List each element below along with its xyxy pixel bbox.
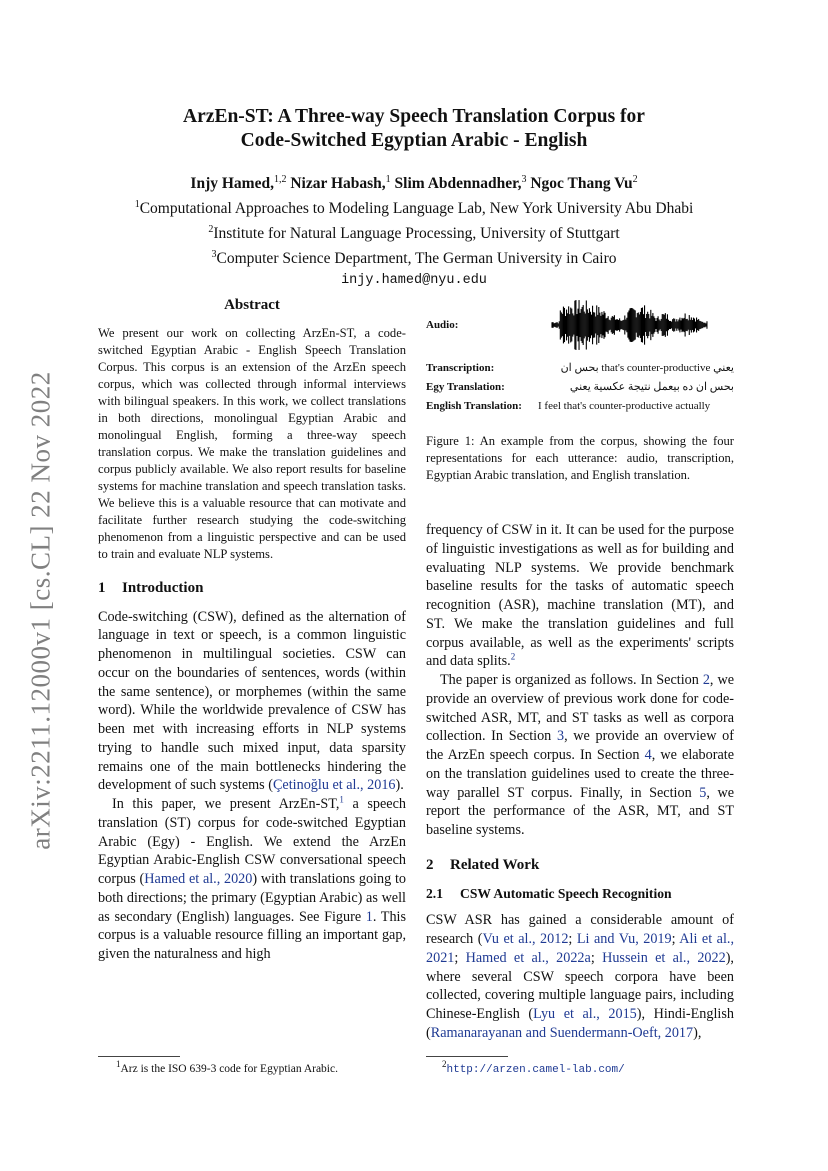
author: Ngoc Thang Vu — [530, 175, 633, 193]
figure-english-row: English Translation: I feel that's counter-productive actually — [426, 396, 734, 415]
author-list: Injy Hamed,$^{1,2}$ Nizar Habash,$^1$ Slim Abdennadher,$^3$ Ngoc Thang Vu$^2$ — [190, 174, 638, 193]
section-heading-related-work: 2 Related Work — [426, 856, 540, 873]
citation-link[interactable]: Li and Vu, 2019 — [576, 931, 672, 947]
audio-waveform — [550, 298, 710, 352]
footnote-rule — [426, 1056, 508, 1057]
intro-paragraph-3: frequency of CSW in it. It can be used for the purpose of linguistic investigations as well as for building and evaluating NLP systems. We provide benchmark baseline results for the tasks of automatic speech recognition (ASR), machine translation (MT), and ST. We make the translation guidelines and full corpus available, as well as the experiments' scripts and data splits.$^2$ — [426, 522, 734, 670]
footnote-2: $^2$http://arzen.camel-lab.com/ — [442, 1059, 625, 1076]
related-paragraph-1: CSW ASR has gained a considerable amount of research (Vu et al., 2012; Li and Vu, 2019; Ali et al., 2021; Hamed et al., 2022a; Hussein et al., 2022), where several CSW speech corpora have been collected, covering multiple language pairs, including Chinese-English (Lyu et al., 2015), Hindi-English (Ramanarayanan and Suendermann-Oeft, 2017), — [426, 912, 734, 1041]
citation-link[interactable]: Hamed et al., 2022a — [465, 949, 591, 966]
right-column — [426, 521, 734, 1043]
citation-link[interactable]: Çetinoğlu et al., 2016 — [272, 777, 396, 794]
affiliation: $^1$Computational Approaches to Modeling Language Lab, New York University Abu Dhabi — [134, 199, 694, 218]
arxiv-stamp-text: arXiv:2211.12000v1 [cs.CL] 22 Nov 2022 — [25, 370, 56, 850]
figure-1 — [426, 296, 734, 484]
abstract-heading: Abstract — [224, 297, 280, 313]
intro-paragraph-2: In this paper, we present ArzEn-ST,$^1$ a speech translation (ST) corpus for code-switched Egyptian Arabic (Egy) - English. We extend the ArzEn Egyptian Arabic-English CSW conversational speech corpus (Hamed et al., 2020) with translations going to both directions; the primary (Egyptian Arabic) as well as secondary (English) languages. See Figure 1. This corpus is a valuable resource filling an important gap, given the naturalness and high — [98, 794, 407, 962]
footnote-ref[interactable]: 1 — [339, 794, 344, 805]
citation-link[interactable]: Vu et al., 2012 — [482, 931, 569, 947]
section-heading-introduction: 1 Introduction — [98, 579, 204, 596]
affiliation: $^2$Institute for Natural Language Processing, University of Stuttgart — [208, 224, 620, 243]
section-ref-link[interactable]: 2 — [702, 672, 710, 688]
section-ref-link[interactable]: 4 — [644, 747, 652, 763]
left-column — [98, 296, 406, 964]
citation-link[interactable]: Hussein et al., 2022 — [602, 949, 726, 966]
author: Injy Hamed, — [190, 175, 274, 193]
citation-link[interactable]: Lyu et al., 2015 — [533, 1006, 637, 1022]
citation-link[interactable]: Hamed et al., 2020 — [144, 871, 253, 887]
figure-ref-link[interactable]: 1 — [365, 908, 373, 925]
audio-label: Audio: — [426, 319, 459, 331]
english-translation-text: I feel that's counter-productive actually — [538, 399, 711, 412]
section-ref-link[interactable]: 3 — [556, 728, 565, 745]
egy-translation-text: بحس ان ده بيعمل نتيجة عكسية يعني — [569, 381, 734, 393]
affiliation: $^3$Computer Science Department, The German University in Cairo — [211, 249, 617, 268]
citation-link[interactable]: Ali et al., 2021 — [426, 931, 734, 966]
arxiv-stamp — [16, 360, 66, 860]
intro-paragraph-4: The paper is organized as follows. In Section 2, we provide an overview of previous work done for code-switched ASR, MT, and ST tasks as well as corpora collection. In Section 3, we provide an overview of the ArzEn speech corpus. In Section 4, we elaborate on the translation guidelines used to create the three-way parallel ST corpus. Finally, in Section 5, we report the performance of the ASR, MT, and ST baseline systems. — [426, 672, 735, 838]
author-email[interactable]: injy.hamed@nyu.edu — [341, 272, 487, 288]
transcription-text: بحس ان that's counter-productive يعني — [560, 362, 734, 374]
figure-audio-row — [426, 296, 734, 354]
intro-paragraph-1: Code-switching (CSW), defined as the alternation of language in text or speech, is a common linguistic phenomenon in multilingual societies. CSW can occur on the boundaries of sentences, words (within the same sentence), or morphemes (within the same word). While the worldwide prevalence of CSW has been met with increasing efforts in NLP systems trying to handle such mixed input, data sparsity remains one of the main bottlenecks hindering the development of such systems (Çetinoğlu et al., 2016). — [98, 608, 406, 794]
section-ref-link[interactable]: 5 — [699, 784, 707, 801]
paper-header — [100, 105, 728, 291]
footnote-rule — [98, 1056, 180, 1057]
citation-link[interactable]: Ramanarayanan and Suendermann-Oeft, 2017 — [430, 1024, 694, 1041]
author: Nizar Habash, — [290, 175, 386, 193]
footnote-url-link[interactable]: http://arzen.camel-lab.com/ — [446, 1064, 625, 1076]
figure-transcription-row: Transcription: بحس ان that's counter-productive يعني — [426, 361, 734, 374]
footnote-ref[interactable]: 2 — [510, 651, 516, 662]
footnote-1: $^1$Arz is the ISO 639-3 code for Egyptian Arabic. — [116, 1059, 338, 1075]
subsection-heading-csw-asr: 2.1 CSW Automatic Speech Recognition — [426, 885, 672, 901]
author: Slim Abdennadher, — [394, 175, 522, 193]
figure-caption: Figure 1: An example from the corpus, showing the four representations for each utterance: audio, transcription, Egyptian Arabic translation, and English translation. — [426, 434, 734, 482]
abstract-text: We present our work on collecting ArzEn-ST, a code-switched Egyptian Arabic - English Speech Translation Corpus. This corpus is an extension of the ArzEn speech corpus, which was collected through informal interviews with bilingual speakers. In this work, we collect translations in both directions, monolingual Egyptian Arabic and monolingual English, forming a three-way speech translation corpus. We make the translation guidelines and corpus publicly available. We also report results for baseline systems for machine translation and speech translation tasks. We believe this is a valuable resource that can motivate and facilitate further research studying the code-switching phenomenon from a linguistic perspective and can be used to train and evaluate NLP systems. — [98, 325, 406, 561]
paper-title: ArzEn-ST: A Three-way Speech Translation Corpus for Code-Switched Egyptian Arabic - English — [183, 106, 645, 151]
figure-egy-row: Egy Translation: بحس ان ده بيعمل نتيجة عكسية يعني — [426, 380, 734, 393]
